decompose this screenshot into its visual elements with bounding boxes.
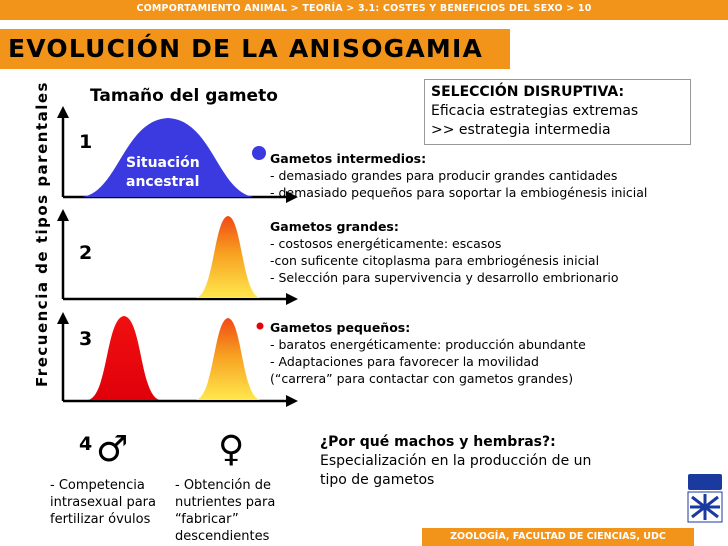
large-gametes-description — [270, 218, 619, 286]
disruptive-heading: SELECCIÓN DISRUPTIVA: — [431, 84, 625, 100]
panel-3-small-gamete-curve — [88, 316, 160, 400]
male-note-line-1: - Competencia — [50, 478, 145, 493]
small-line-1: - baratos energéticamente: producción abundante — [270, 337, 586, 352]
intermediate-line-1: - demasiado grandes para producir grandes cantidades — [270, 168, 618, 183]
panel-2-large-gamete-curve — [196, 216, 260, 298]
female-note-line-4: descendientes — [175, 529, 270, 544]
male-note — [50, 477, 156, 528]
female-note-line-2: nutrientes para — [175, 495, 276, 510]
female-note — [175, 477, 275, 545]
breadcrumb: COMPORTAMIENTO ANIMAL > TEORÍA > 3.1: COSTES Y BENEFICIOS DEL SEXO > 10 — [136, 3, 592, 14]
intermediate-gametes-description — [270, 150, 647, 201]
male-symbol-icon: ♂ — [96, 429, 129, 470]
question-line-2: tipo de gametos — [320, 472, 435, 488]
ancestral-label-line-1: Situación — [126, 155, 200, 171]
male-note-line-2: intrasexual para — [50, 495, 156, 510]
large-line-3: - Selección para supervivencia y desarrollo embrionario — [270, 270, 619, 285]
red-dot-icon — [257, 323, 264, 330]
ancestral-label — [126, 154, 200, 192]
panel-3-large-gamete-curve — [196, 318, 260, 400]
small-gametes-description — [270, 319, 586, 387]
y-axis-label: Frecuencia de tipos parentales — [33, 81, 51, 387]
disruptive-line-1: Eficacia estrategias extremas — [431, 103, 639, 119]
question-line-1: Especialización en la producción de un — [320, 453, 592, 469]
male-note-line-3: fertilizar óvulos — [50, 512, 151, 527]
blue-dot-icon — [252, 146, 266, 160]
question-block — [320, 433, 591, 490]
small-line-3: (“carrera” para contactar con gametos grandes) — [270, 371, 574, 386]
ancestral-label-line-2: ancestral — [126, 174, 200, 190]
intermediate-line-2: - demasiado pequeños para soportar la embiogénesis inicial — [270, 185, 648, 200]
panel-number-1: 1 — [79, 131, 93, 153]
small-heading: Gametos pequeños: — [270, 320, 411, 335]
footer-text: ZOOLOGÍA, FACULTAD DE CIENCIAS, UDC — [450, 531, 666, 542]
small-line-2: - Adaptaciones para favorecer la movilidad — [270, 354, 539, 369]
intermediate-heading: Gametos intermedios: — [270, 151, 427, 166]
udc-logo-icon — [688, 474, 722, 522]
question-heading: ¿Por qué machos y hembras?: — [320, 434, 556, 450]
female-symbol-icon: ♀ — [218, 429, 245, 470]
page-title: EVOLUCIÓN DE LA ANISOGAMIA — [8, 34, 484, 63]
large-line-2: -con suficente citoplasma para embriogénesis inicial — [270, 253, 600, 268]
female-note-line-1: - Obtención de — [175, 478, 271, 493]
large-line-1: - costosos energéticamente: escasos — [270, 236, 502, 251]
panel-number-4: 4 — [79, 433, 93, 455]
disruptive-line-2: >> estrategia intermedia — [431, 122, 611, 138]
panel-number-3: 3 — [79, 328, 93, 350]
large-heading: Gametos grandes: — [270, 219, 399, 234]
x-axis-label: Tamaño del gameto — [90, 86, 278, 106]
panel-2-axes — [57, 209, 298, 305]
panel-number-2: 2 — [79, 242, 93, 264]
female-note-line-3: “fabricar” — [175, 512, 239, 527]
